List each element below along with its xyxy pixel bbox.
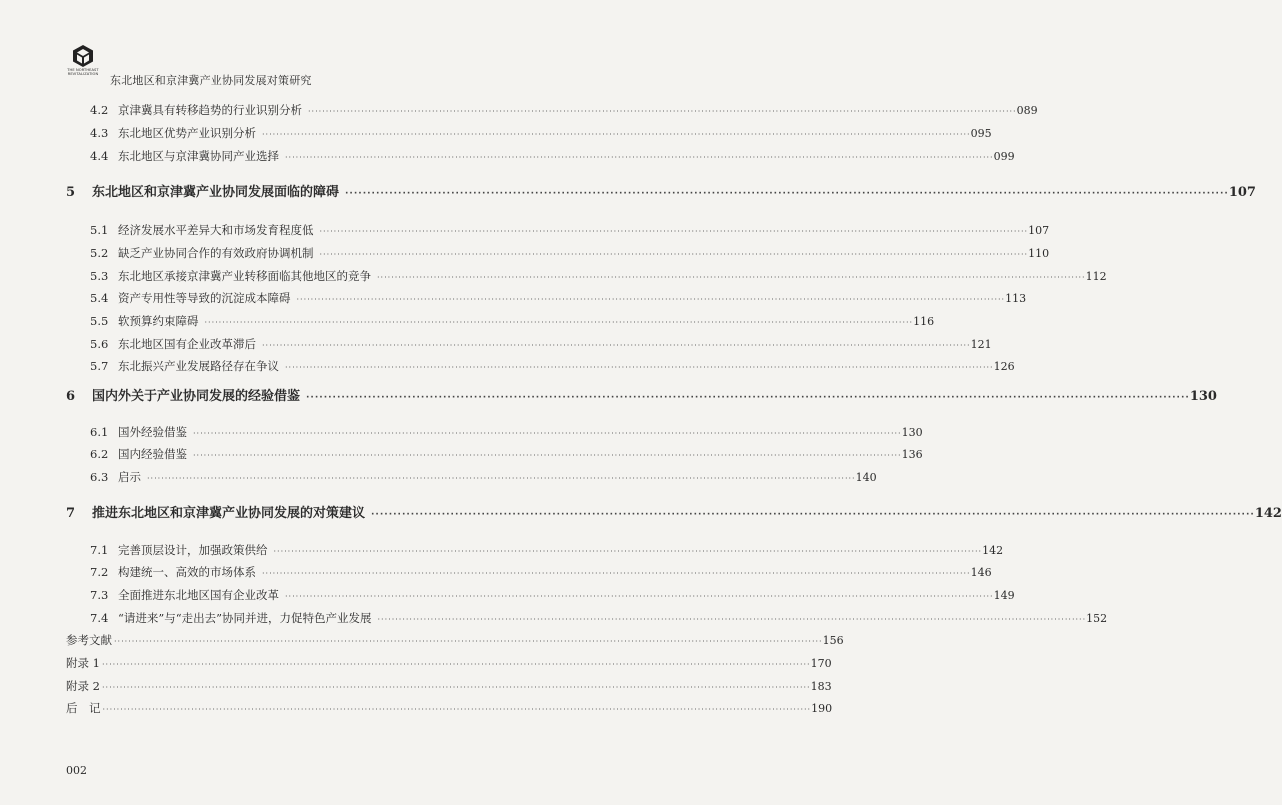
- dot-leader: ········································································································································································································: [262, 130, 971, 139]
- toc-section-entry: [90, 102, 1038, 118]
- toc-entry-title: 东北振兴产业发展路径存在争议: [118, 359, 279, 373]
- toc-entry-title: 附录 2: [66, 679, 100, 693]
- toc-entry-page: 142: [1254, 506, 1282, 521]
- toc-section-entry: [90, 358, 1015, 374]
- toc-backmatter-entry: [66, 700, 833, 716]
- toc-entry-number: 6.2: [90, 447, 109, 461]
- toc-section-entry: [90, 587, 1015, 603]
- toc-entry-page: 190: [811, 702, 833, 715]
- toc-chapter-entry: [66, 502, 1282, 521]
- dot-leader: ········································································································································································································: [296, 295, 1006, 304]
- toc-backmatter-entry: [66, 655, 832, 671]
- toc-entry-title: 东北地区优势产业识别分析: [118, 126, 256, 140]
- toc-entry-title: 京津冀具有转移趋势的行业识别分析: [118, 103, 302, 117]
- toc-entry-page: 113: [1005, 292, 1027, 305]
- toc-entry-title: 全面推进东北地区国有企业改革: [118, 588, 279, 602]
- dot-leader: ········································································································································································································: [306, 393, 1190, 403]
- toc-entry-page: 110: [1028, 247, 1050, 260]
- toc-entry-number: 6: [66, 389, 76, 404]
- dot-leader: ········································································································································································································: [193, 451, 902, 460]
- toc-entry-number: 6.1: [90, 425, 109, 439]
- toc-entry-number: 4.3: [90, 126, 109, 140]
- dot-leader: ········································································································································································································: [147, 474, 856, 483]
- toc-chapter-entry: [66, 181, 1256, 200]
- dot-leader: ········································································································································································································: [377, 615, 1087, 624]
- toc-entry-title: 东北地区与京津冀协同产业选择: [118, 149, 279, 163]
- toc-entry-number: 7.1: [90, 543, 109, 557]
- toc-backmatter-entry: [66, 632, 844, 648]
- logo-line-1: THE NORTHEAST: [67, 68, 99, 72]
- dot-leader: ········································································································································································································: [345, 189, 1229, 199]
- toc-section-entry: [90, 542, 1004, 558]
- toc-entry-page: 140: [855, 471, 877, 484]
- toc-section-entry: [90, 336, 992, 352]
- toc-section-entry: [90, 313, 935, 329]
- toc-entry-title: “请进来”与“走出去”协同并进，力促特色产业发展: [118, 611, 372, 625]
- toc-entry-page: 156: [822, 634, 844, 647]
- dot-leader: ········································································································································································································: [319, 250, 1029, 259]
- toc-entry-number: 5.2: [90, 246, 109, 260]
- toc-section-entry: [90, 564, 992, 580]
- page-number: 002: [66, 764, 87, 777]
- toc-entry-page: 136: [901, 448, 923, 461]
- toc-entry-page: 107: [1028, 224, 1050, 237]
- toc-entry-title: 国外经验借鉴: [118, 425, 187, 439]
- toc-entry-page: 130: [1189, 389, 1217, 404]
- toc-entry-number: 5: [66, 185, 76, 200]
- dot-leader: ········································································································································································································: [285, 363, 994, 372]
- dot-leader: ········································································································································································································: [262, 341, 971, 350]
- dot-leader: ········································································································································································································: [371, 510, 1255, 520]
- toc-entry-number: 4.4: [90, 149, 109, 163]
- toc-entry-title: 后 记: [66, 701, 101, 715]
- book-title: 东北地区和京津冀产业协同发展对策研究: [110, 74, 312, 87]
- toc-entry-title: 资产专用性等导致的沉淀成本障碍: [118, 291, 291, 305]
- dot-leader: ········································································································································································································: [377, 273, 1086, 282]
- toc-entry-title: 缺乏产业协同合作的有效政府协调机制: [118, 246, 314, 260]
- toc-entry-number: 5.1: [90, 223, 109, 237]
- toc-entry-page: 146: [970, 566, 992, 579]
- toc-section-entry: [90, 446, 923, 462]
- toc-entry-title: 东北地区和京津冀产业协同发展面临的障碍: [92, 185, 340, 200]
- toc-entry-number: 7.4: [90, 611, 109, 625]
- toc-backmatter-entry: [66, 678, 832, 694]
- toc-entry-number: 5.4: [90, 291, 109, 305]
- toc-section-entry: [90, 290, 1027, 306]
- toc-section-entry: [90, 469, 877, 485]
- dot-leader: ········································································································································································································: [101, 683, 811, 692]
- dot-leader: ········································································································································································································: [101, 660, 811, 669]
- toc-entry-title: 经济发展水平差异大和市场发育程度低: [118, 223, 314, 237]
- toc-entry-title: 推进东北地区和京津冀产业协同发展的对策建议: [92, 506, 366, 521]
- toc-entry-title: 启示: [118, 470, 141, 484]
- toc-entry-number: 6.3: [90, 470, 109, 484]
- toc-entry-page: 142: [982, 544, 1004, 557]
- toc-entry-number: 7.3: [90, 588, 109, 602]
- toc-entry-page: 121: [970, 338, 992, 351]
- toc-entry-page: 112: [1085, 270, 1107, 283]
- toc-entry-title: 附录 1: [66, 656, 100, 670]
- toc-entry-title: 完善顶层设计，加强政策供给: [118, 543, 268, 557]
- toc-section-entry: [90, 148, 1015, 164]
- toc-entry-page: 095: [970, 127, 992, 140]
- toc-entry-title: 软预算约束障碍: [118, 314, 199, 328]
- toc-entry-page: 107: [1228, 185, 1256, 200]
- publisher-logo: [66, 44, 100, 76]
- toc-entry-page: 152: [1086, 612, 1108, 625]
- logo-line-2: REVITALIZATION: [67, 72, 99, 77]
- toc-section-entry: [90, 222, 1050, 238]
- dot-leader: ········································································································································································································: [273, 547, 983, 556]
- toc-entry-number: 4.2: [90, 103, 109, 117]
- toc-entry-title: 东北地区承接京津冀产业转移面临其他地区的竞争: [118, 269, 371, 283]
- toc-entry-title: 构建统一、高效的市场体系: [118, 565, 256, 579]
- toc-entry-title: 东北地区国有企业改革滞后: [118, 337, 256, 351]
- toc-entry-page: 170: [810, 657, 832, 670]
- toc-chapter-entry: [66, 385, 1217, 404]
- toc-entry-number: 5.6: [90, 337, 109, 351]
- toc-entry-title: 国内外关于产业协同发展的经验借鉴: [92, 389, 301, 404]
- running-header: [66, 44, 466, 94]
- toc-entry-number: 7: [66, 506, 76, 521]
- cube-logo-icon: [72, 44, 94, 68]
- toc-entry-number: 5.5: [90, 314, 109, 328]
- toc-entry-number: 7.2: [90, 565, 109, 579]
- dot-leader: ········································································································································································································: [102, 705, 812, 714]
- toc-entry-page: 126: [993, 360, 1015, 373]
- toc-entry-page: 149: [993, 589, 1015, 602]
- dot-leader: ········································································································································································································: [285, 153, 994, 162]
- toc-entry-page: 116: [913, 315, 935, 328]
- dot-leader: ········································································································································································································: [114, 637, 823, 646]
- toc-entry-title: 参考文献: [66, 633, 112, 647]
- toc-entry-page: 099: [993, 150, 1015, 163]
- toc-entry-number: 5.3: [90, 269, 109, 283]
- toc-section-entry: [90, 245, 1050, 261]
- toc-entry-number: 5.7: [90, 359, 109, 373]
- dot-leader: ········································································································································································································: [204, 318, 914, 327]
- dot-leader: ········································································································································································································: [308, 107, 1017, 116]
- toc-section-entry: [90, 610, 1108, 626]
- toc-entry-page: 183: [810, 680, 832, 693]
- dot-leader: ········································································································································································································: [285, 592, 994, 601]
- dot-leader: ········································································································································································································: [262, 569, 971, 578]
- toc-section-entry: [90, 125, 992, 141]
- toc-section-entry: [90, 424, 923, 440]
- toc-section-entry: [90, 268, 1107, 284]
- dot-leader: ········································································································································································································: [193, 429, 902, 438]
- toc-entry-page: 130: [901, 426, 923, 439]
- toc-entry-page: 089: [1016, 104, 1038, 117]
- dot-leader: ········································································································································································································: [319, 227, 1029, 236]
- toc-entry-title: 国内经验借鉴: [118, 447, 187, 461]
